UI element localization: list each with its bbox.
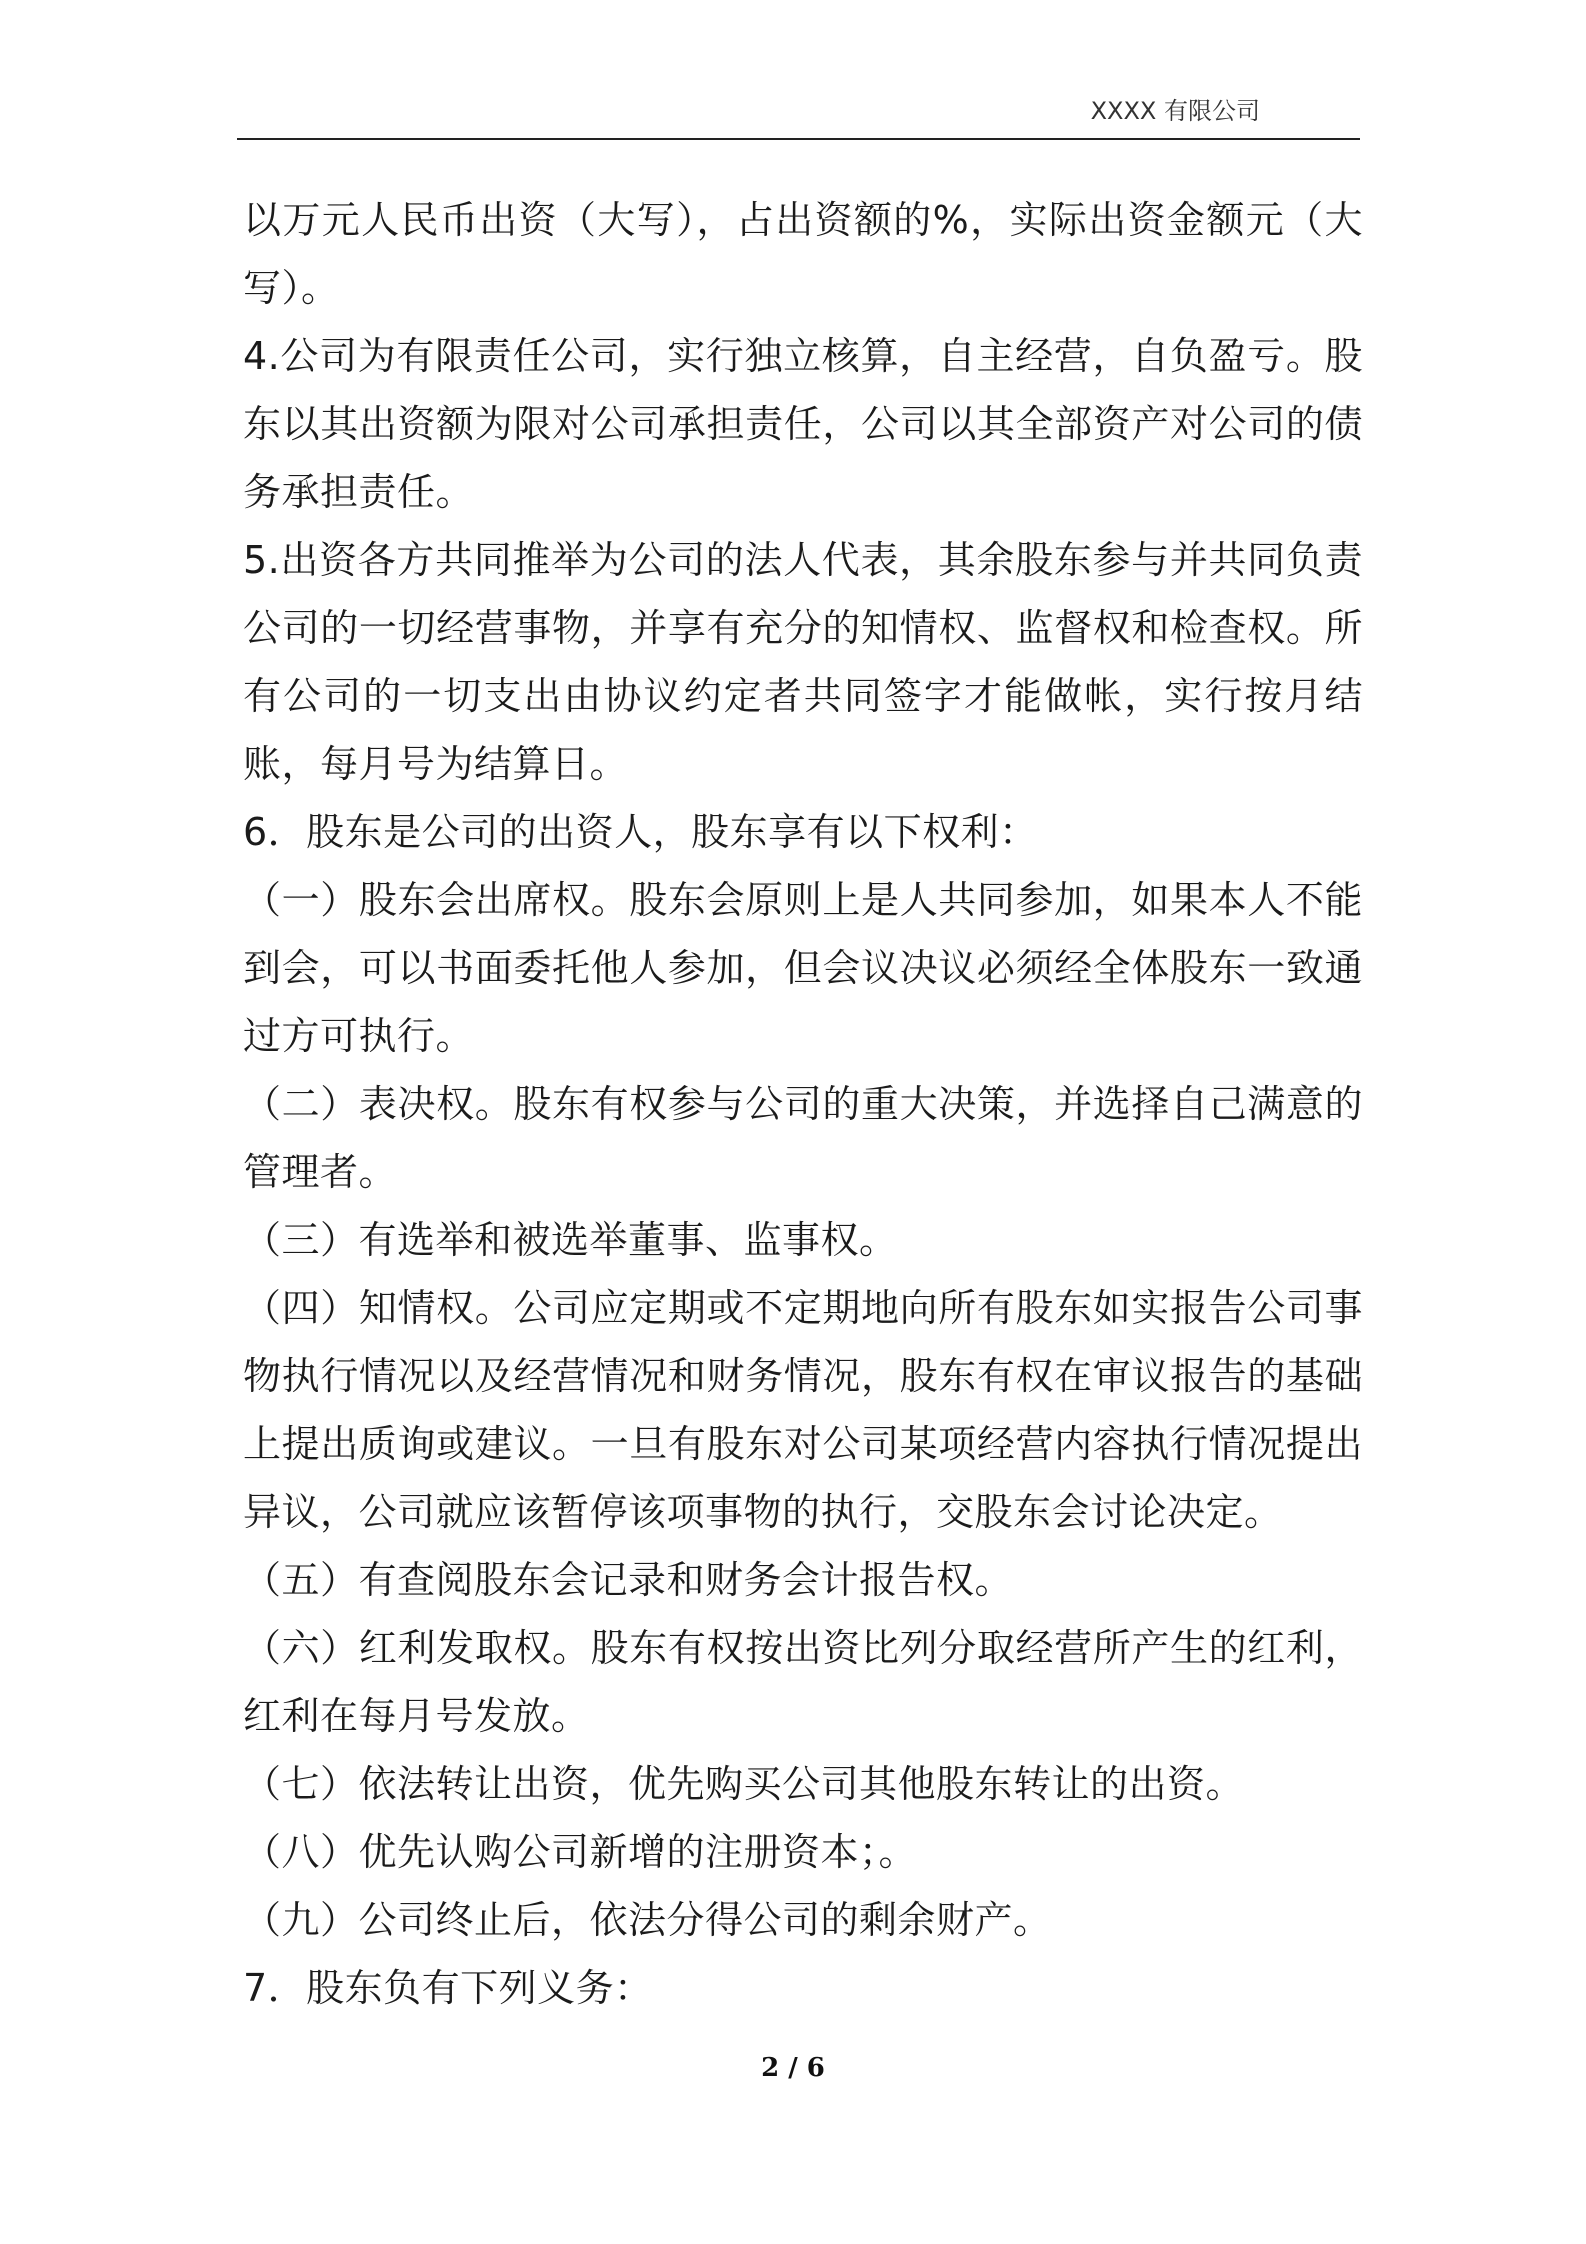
paragraph-clause-5: 5.出资各方共同推举为公司的法人代表，其余股东参与并共同负责公司的一切经营事物，并享有充分的知情权、监督权和检查权。所有公司的一切支出由协议约定者共同签字才能做帐，实行按月结账，每月号为结算日。 [243,538,1363,786]
paragraph-right-9: （九）公司终止后，依法分得公司的剩余财产。 [243,1898,1052,1942]
paragraph-capital-contribution: 以万元人民币出资（大写），占出资额的%，实际出资金额元（大写）。 [243,198,1363,310]
paragraph-right-4: （四）知情权。公司应定期或不定期地向所有股东如实报告公司事物执行情况以及经营情况和财务情况，股东有权在审议报告的基础上提出质询或建议。一旦有股东对公司某项经营内容执行情况提出异议，公司就应该暂停该项事物的执行，交股东会讨论决定。 [243,1286,1363,1534]
paragraph-right-5: （五）有查阅股东会记录和财务会计报告权。 [243,1558,1014,1602]
paragraph-right-1: （一）股东会出席权。股东会原则上是人共同参加，如果本人不能到会，可以书面委托他人参加，但会议决议必须经全体股东一致通过方可执行。 [243,878,1363,1058]
paragraph-right-7: （七）依法转让出资，优先购买公司其他股东转让的出资。 [243,1762,1245,1806]
paragraph-right-8: （八）优先认购公司新增的注册资本；。 [243,1830,918,1874]
paragraph-right-2: （二）表决权。股东有权参与公司的重大决策，并选择自己满意的管理者。 [243,1082,1363,1194]
paragraph-clause-7: 7．股东负有下列义务： [243,1966,653,2010]
paragraph-right-3: （三）有选举和被选举董事、监事权。 [243,1218,898,1262]
document-body [243,186,1363,2022]
paragraph-clause-6: 6．股东是公司的出资人，股东享有以下权利： [243,810,1038,854]
page-number: 2 / 6 [761,2053,825,2083]
header-company-name: XXXX 有限公司 [1090,97,1260,125]
page-header [237,92,1360,140]
paragraph-right-6: （六）红利发取权。股东有权按出资比列分取经营所产生的红利，红利在每月号发放。 [243,1626,1363,1738]
paragraph-clause-4: 4.公司为有限责任公司，实行独立核算，自主经营，自负盈亏。股东以其出资额为限对公司承担责任，公司以其全部资产对公司的债务承担责任。 [243,334,1363,514]
